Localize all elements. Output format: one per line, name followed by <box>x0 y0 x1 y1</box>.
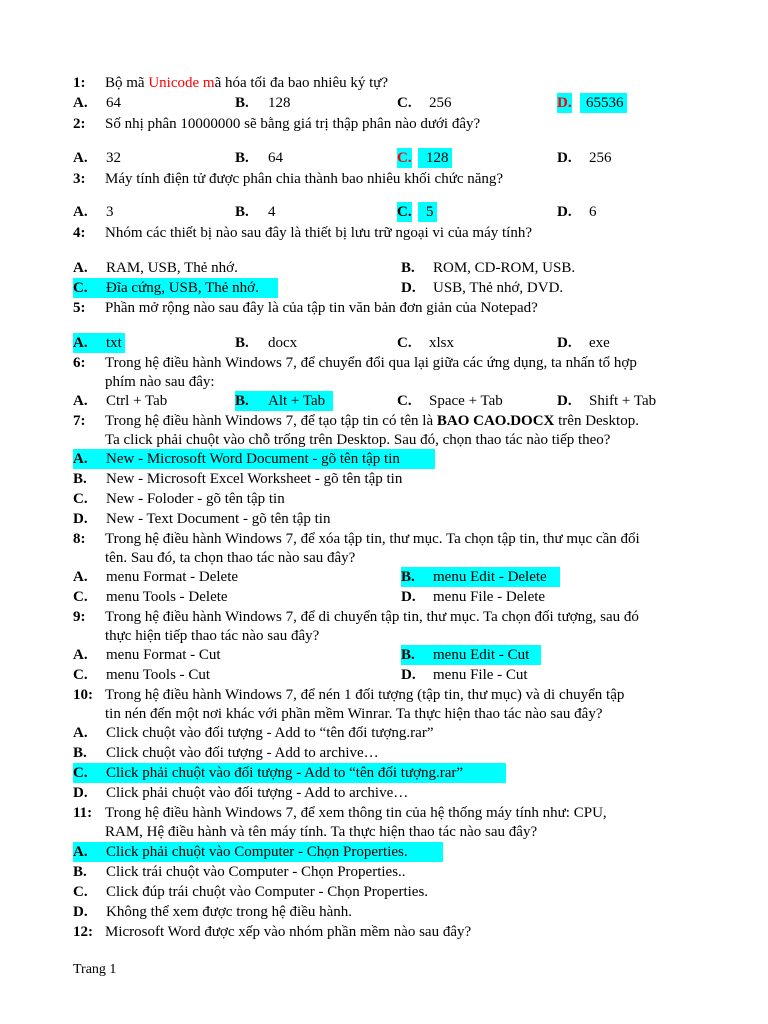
question-2 <box>0 114 768 134</box>
question-number: 11: <box>73 805 93 821</box>
page-footer: Trang 1 <box>73 962 117 977</box>
option-c: 256 <box>429 95 452 111</box>
question-number: 6: <box>73 355 86 371</box>
question-text: RAM, Hệ điều hành và tên máy tính. Ta thực hiện thao tác nào sau đây? <box>105 824 538 840</box>
option-label-a: A. <box>73 204 88 220</box>
option-b: docx <box>268 335 298 351</box>
option-label-d: D. <box>73 511 88 527</box>
option-label-a: A. <box>73 647 88 663</box>
option-c-correct: Đĩa cứng, USB, Thẻ nhớ. <box>106 280 259 296</box>
question-text: tin nén đến một nơi khác với phần mềm Winrar. Ta thực hiện thao tác nào sau đây? <box>105 706 603 722</box>
option-label-c: C. <box>397 335 412 351</box>
question-11-line-2 <box>0 822 768 842</box>
question-text: Trong hệ điều hành Windows 7, để xem thông tin của hệ thống máy tính như: CPU, <box>105 805 607 821</box>
option-label-c: C. <box>73 491 88 507</box>
question-text: Trong hệ điều hành Windows 7, để tạo tập tin có tên là BAO CAO.DOCX trên Desktop. <box>105 413 639 429</box>
option-label-a-correct: A. <box>73 844 88 860</box>
question-number: 5: <box>73 300 86 316</box>
question-3 <box>0 169 768 189</box>
option-label-d: D. <box>557 335 572 351</box>
option-a: 64 <box>106 95 121 111</box>
option-a: Click chuột vào đối tượng - Add to “tên đối tượng.rar” <box>106 725 434 741</box>
option-label-a: A. <box>73 393 88 409</box>
option-label-b: B. <box>235 95 249 111</box>
option-label-b: B. <box>73 864 87 880</box>
question-number: 9: <box>73 609 86 625</box>
option-label-b-correct: B. <box>235 393 249 409</box>
option-label-d: D. <box>401 589 416 605</box>
question-number: 12: <box>73 924 93 940</box>
answers-9-ab <box>0 645 768 665</box>
question-text: Máy tính điện tử được phân chia thành bao nhiêu khối chức năng? <box>105 171 504 187</box>
option-c: Space + Tab <box>429 393 503 409</box>
option-a-correct: Click phải chuột vào Computer - Chọn Properties. <box>106 844 408 860</box>
answer-10-b <box>0 743 768 763</box>
question-10-line-2 <box>0 704 768 724</box>
option-label-c-correct: C. <box>73 280 88 296</box>
option-d-correct: 65536 <box>580 93 627 113</box>
question-11-line-1 <box>0 803 768 823</box>
answers-3 <box>0 202 768 222</box>
answers-8-ab <box>0 567 768 587</box>
answers-8-cd <box>0 587 768 607</box>
option-a: Ctrl + Tab <box>106 393 168 409</box>
option-label-a: A. <box>73 260 88 276</box>
answers-1 <box>0 93 768 113</box>
option-a: menu Format - Cut <box>106 647 221 663</box>
answer-7-c <box>0 489 768 509</box>
option-d: menu File - Delete <box>433 589 546 605</box>
answer-7-b <box>0 469 768 489</box>
option-c-correct: 128 <box>418 148 452 168</box>
option-a-correct: New - Microsoft Word Document - gõ tên tập tin <box>106 451 400 467</box>
option-label-a-correct: A. <box>73 335 88 351</box>
option-label-a: A. <box>73 150 88 166</box>
option-b: Click trái chuột vào Computer - Chọn Properties.. <box>106 864 406 880</box>
option-label-a: A. <box>73 725 88 741</box>
question-number: 8: <box>73 531 86 547</box>
answers-9-cd <box>0 665 768 685</box>
option-d: 256 <box>589 150 612 166</box>
option-b: 4 <box>268 204 276 220</box>
question-1 <box>0 73 768 93</box>
question-text: Ta click phải chuột vào chỗ trống trên Desktop. Sau đó, chọn thao tác nào tiếp theo? <box>105 432 611 448</box>
red-text: Unicode m <box>148 75 215 91</box>
option-label-c: C. <box>397 393 412 409</box>
option-label-c: C. <box>397 95 412 111</box>
question-text: Số nhị phân 10000000 sẽ bằng giá trị thập phân nào dưới đây? <box>105 116 481 132</box>
option-c-correct: 5 <box>418 202 437 222</box>
option-label-d: D. <box>557 204 572 220</box>
question-number: 3: <box>73 171 86 187</box>
option-label-c-correct: C. <box>397 150 412 166</box>
answers-4-ab <box>0 258 768 278</box>
option-d: USB, Thẻ nhớ, DVD. <box>433 280 564 296</box>
question-text: Trong hệ điều hành Windows 7, để di chuyển tập tin, thư mục. Ta chọn đối tượng, sau đó <box>105 609 639 625</box>
question-number: 4: <box>73 225 86 241</box>
answer-7-d <box>0 509 768 529</box>
question-text: Trong hệ điều hành Windows 7, để xóa tập tin, thư mục. Ta chọn tập tin, thư mục cần đổi <box>105 531 640 547</box>
option-label-d: D. <box>73 904 88 920</box>
option-label-c: C. <box>73 884 88 900</box>
answer-11-d <box>0 902 768 922</box>
option-label-b-correct: B. <box>401 647 415 663</box>
question-7-line-1 <box>0 411 768 431</box>
option-b-correct: Alt + Tab <box>268 393 326 409</box>
option-c: menu Tools - Delete <box>106 589 228 605</box>
answers-6 <box>0 391 768 411</box>
question-6-line-1 <box>0 353 768 373</box>
option-label-b: B. <box>235 150 249 166</box>
question-number: 1: <box>73 75 86 91</box>
option-label-b: B. <box>235 335 249 351</box>
answer-10-d <box>0 783 768 803</box>
option-c: New - Foloder - gõ tên tập tin <box>106 491 285 507</box>
question-text: Bộ mã Unicode mã hóa tối đa bao nhiêu ký tự? <box>105 75 389 91</box>
question-9-line-1 <box>0 607 768 627</box>
option-b: Click chuột vào đối tượng - Add to archive… <box>106 745 379 761</box>
option-d: menu File - Cut <box>433 667 528 683</box>
question-text: thực hiện tiếp thao tác nào sau đây? <box>105 628 320 644</box>
option-b: 128 <box>268 95 291 111</box>
option-d: 6 <box>589 204 597 220</box>
question-text: Phần mở rộng nào sau đây là của tập tin văn bản đơn giản của Notepad? <box>105 300 538 316</box>
option-a: menu Format - Delete <box>106 569 239 585</box>
option-a: 32 <box>106 150 121 166</box>
question-6-line-2 <box>0 372 768 392</box>
question-12 <box>0 922 768 942</box>
answer-11-b <box>0 862 768 882</box>
option-label-d: D. <box>401 667 416 683</box>
option-label-a-correct: A. <box>73 451 88 467</box>
option-label-b-correct: B. <box>401 569 415 585</box>
option-label-d: D. <box>557 150 572 166</box>
question-5 <box>0 298 768 318</box>
option-d: Shift + Tab <box>589 393 657 409</box>
option-label-a: A. <box>73 95 88 111</box>
question-text: Nhóm các thiết bị nào sau đây là thiết bị lưu trữ ngoại vi của máy tính? <box>105 225 532 241</box>
option-label-b: B. <box>401 260 415 276</box>
question-10-line-1 <box>0 685 768 705</box>
option-b: New - Microsoft Excel Worksheet - gõ tên tập tin <box>106 471 403 487</box>
option-label-b: B. <box>73 471 87 487</box>
option-b-correct: menu Edit - Delete <box>433 569 547 585</box>
option-d: Click phải chuột vào đối tượng - Add to archive… <box>106 785 409 801</box>
option-d: exe <box>589 335 610 351</box>
option-c: xlsx <box>429 335 455 351</box>
option-b: 64 <box>268 150 283 166</box>
option-c: Click đúp trái chuột vào Computer - Chọn Properties. <box>106 884 429 900</box>
question-text: phím nào sau đây: <box>105 374 215 390</box>
question-8-line-1 <box>0 529 768 549</box>
option-d: Không thể xem được trong hệ điều hành. <box>106 904 353 920</box>
bold-filename: BAO CAO.DOCX <box>436 413 555 429</box>
answer-7-a <box>0 449 768 469</box>
answers-4-cd <box>0 278 768 298</box>
question-4 <box>0 223 768 243</box>
question-number: 7: <box>73 413 86 429</box>
answer-10-c <box>0 763 768 783</box>
option-label-c: C. <box>73 667 88 683</box>
option-label-a: A. <box>73 569 88 585</box>
question-number: 2: <box>73 116 86 132</box>
answer-10-a <box>0 723 768 743</box>
option-label-c-correct: C. <box>397 204 412 220</box>
question-text: Trong hệ điều hành Windows 7, để chuyển đổi qua lại giữa các ứng dụng, ta nhấn tổ hợp <box>105 355 637 371</box>
question-9-line-2 <box>0 626 768 646</box>
option-c-correct: Click phải chuột vào đối tượng - Add to “tên đối tượng.rar” <box>106 765 464 781</box>
question-number: 10: <box>73 687 93 703</box>
option-label-d: D. <box>557 393 572 409</box>
option-a-correct: txt <box>106 335 122 351</box>
question-text: Trong hệ điều hành Windows 7, để nén 1 đối tượng (tập tin, thư mục) và di chuyển tập <box>105 687 625 703</box>
answers-2 <box>0 148 768 168</box>
option-a: 3 <box>106 204 114 220</box>
option-b: ROM, CD-ROM, USB. <box>433 260 576 276</box>
question-7-line-2 <box>0 430 768 450</box>
option-a: RAM, USB, Thẻ nhớ. <box>106 260 238 276</box>
option-d: New - Text Document - gõ tên tập tin <box>106 511 331 527</box>
option-c: menu Tools - Cut <box>106 667 211 683</box>
answer-11-c <box>0 882 768 902</box>
option-label-c-correct: C. <box>73 765 88 781</box>
option-label-d-correct: D. <box>557 95 572 111</box>
option-label-d: D. <box>401 280 416 296</box>
option-label-c: C. <box>73 589 88 605</box>
answer-11-a <box>0 842 768 862</box>
option-label-b: B. <box>235 204 249 220</box>
question-8-line-2 <box>0 548 768 568</box>
question-text: tên. Sau đó, ta chọn thao tác nào sau đây? <box>105 550 356 566</box>
question-text: Microsoft Word được xếp vào nhóm phần mềm nào sau đây? <box>105 924 472 940</box>
option-b-correct: menu Edit - Cut <box>433 647 530 663</box>
answers-5 <box>0 333 768 353</box>
option-label-b: B. <box>73 745 87 761</box>
option-label-d: D. <box>73 785 88 801</box>
